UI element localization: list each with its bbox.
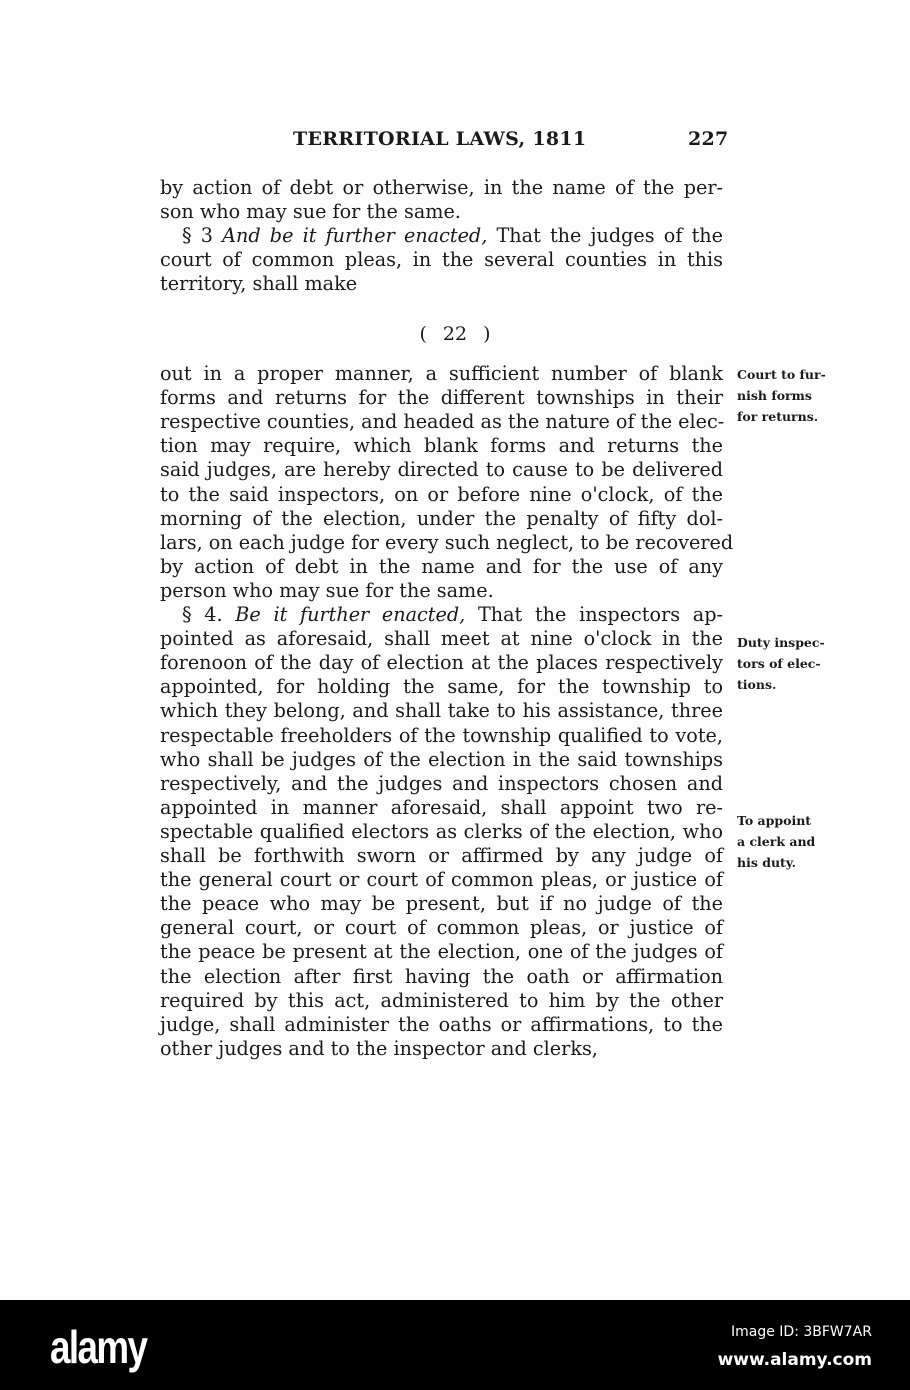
text-line: appointed, for holding the same, for the township to: [160, 675, 723, 699]
text-line: the peace who may be present, but if no judge of the: [160, 892, 723, 916]
page-number: 227: [688, 128, 729, 150]
text-line: court of common pleas, in the several counties in this: [160, 248, 723, 272]
text-segment: That the judges of the: [487, 224, 724, 248]
section-marker: ( 22 ): [419, 323, 491, 345]
margin-note-line: a clerk and: [737, 834, 816, 849]
text-line: lars, on each judge for every such neglect, to be recovered: [160, 530, 734, 554]
margin-note-3: [737, 810, 815, 873]
text-segment: § 3: [182, 224, 223, 248]
running-title: TERRITORIAL LAWS, 1811: [293, 128, 587, 150]
text-line: forms and returns for the different townships in their: [160, 386, 723, 410]
margin-note-line: Court to fur-: [737, 367, 826, 382]
margin-note-line: tions.: [737, 677, 777, 692]
text-segment: § 4.: [182, 603, 236, 626]
text-line: said judges, are hereby directed to cause to be delivered: [160, 458, 723, 482]
margin-note-2: [737, 632, 825, 695]
text-line: out in a proper manner, a sufficient number of blank: [160, 362, 723, 385]
margin-note-1: [737, 364, 826, 427]
text-line: [182, 603, 723, 627]
text-line: pointed as aforesaid, shall meet at nine o'clock in the: [160, 627, 723, 651]
text-line: the general court or court of common pleas, or justice of: [160, 868, 723, 892]
text-line: required by this act, administered to him by the other: [160, 988, 723, 1012]
alamy-logo: alamy: [50, 1321, 147, 1373]
margin-note-line: To appoint: [737, 813, 812, 828]
text-line: morning of the election, under the penalty of fifty dol-: [160, 506, 723, 530]
text-line: forenoon of the day of election at the places respectively: [160, 651, 723, 675]
watermark-bar: [0, 1300, 910, 1390]
text-line: spectable qualified electors as clerks of the election, who: [160, 819, 723, 843]
text-line: to the said inspectors, on or before nine o'clock, of the: [160, 482, 723, 506]
text-line: respectable freeholders of the township qualified to vote,: [160, 723, 723, 747]
margin-note-line: nish forms: [737, 388, 812, 403]
text-line: the election after first having the oath or affirmation: [160, 964, 723, 988]
text-line: judge, shall administer the oaths or affirmations, to the: [160, 1012, 723, 1036]
enacting-clause: Be it further enacted,: [235, 603, 466, 626]
text-line: the peace be present at the election, one of the judges of: [160, 940, 723, 964]
margin-note-line: Duty inspec-: [737, 635, 825, 650]
margin-note-line: for returns.: [737, 409, 819, 424]
text-line: [182, 224, 723, 248]
text-line: respectively, and the judges and inspectors chosen and: [160, 771, 723, 795]
text-segment: That the inspectors ap-: [465, 603, 723, 626]
text-line: shall be forthwith sworn or affirmed by any judge of: [160, 844, 723, 867]
text-line: appointed in manner aforesaid, shall appoint two re-: [160, 795, 723, 819]
image-id: Image ID: 3BFW7AR: [731, 1324, 872, 1340]
watermark-url: www.alamy.com: [717, 1350, 872, 1370]
margin-note-line: his duty.: [737, 855, 797, 870]
text-line: general court, or court of common pleas, or justice of: [160, 916, 723, 940]
text-line: by action of debt in the name and for the use of any: [160, 554, 723, 578]
text-line: which they belong, and shall take to his assistance, three: [160, 699, 723, 723]
text-line: tion may require, which blank forms and returns the: [160, 434, 723, 458]
margin-note-line: tors of elec-: [737, 656, 821, 671]
enacting-clause: And be it further enacted,: [222, 224, 488, 248]
text-line: son who may sue for the same.: [160, 200, 461, 224]
text-line: person who may sue for the same.: [160, 578, 494, 602]
text-line: territory, shall make: [160, 272, 358, 296]
text-line: respective counties, and headed as the nature of the elec-: [160, 410, 725, 434]
text-line: by action of debt or otherwise, in the name of the per-: [160, 176, 723, 199]
text-line: other judges and to the inspector and clerks,: [160, 1036, 598, 1060]
text-line: who shall be judges of the election in the said townships: [160, 747, 723, 771]
